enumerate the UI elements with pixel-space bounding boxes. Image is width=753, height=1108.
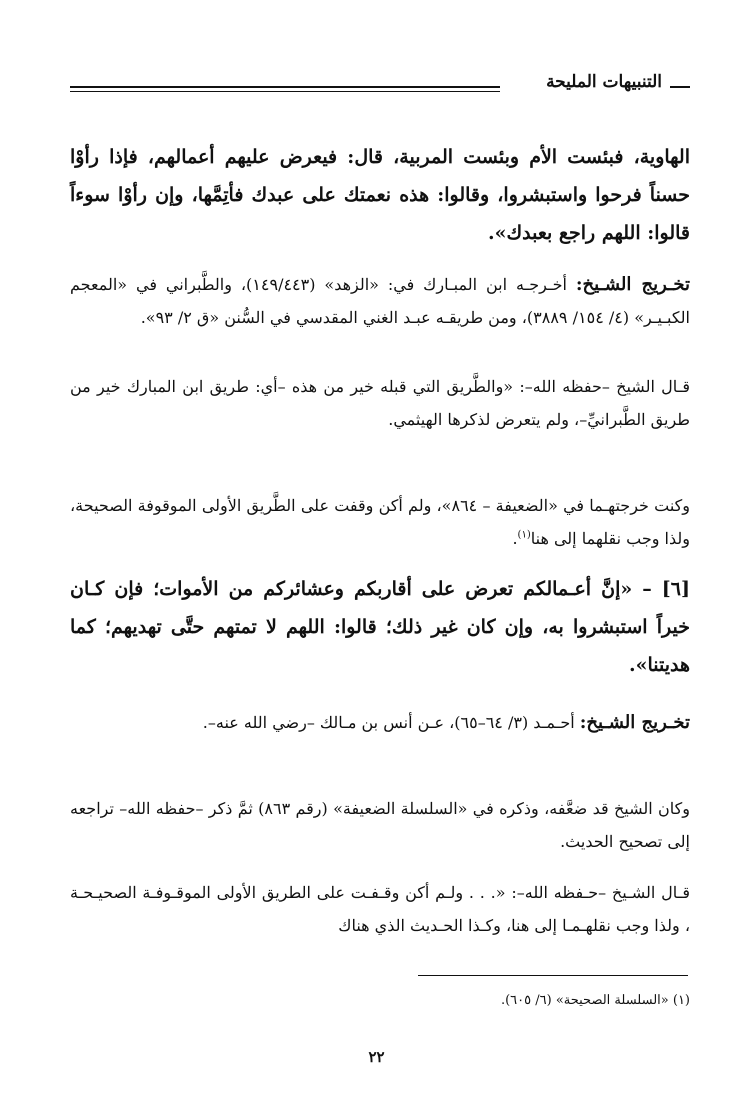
takhrij-text: أحـمـد (٣/ ٦٤–٦٥)، عـن أنس بن مـالك –رضي الله عنه–. — [202, 713, 575, 732]
takhrij-label: تخـريج الشـيخ: — [579, 712, 690, 733]
sheikh-comment-paragraph: قـال الشيخ –حفظه الله–: «والطَّريق التي قبله خير من هذه –أي: طريق ابن المبارك خير من طريق الطَّبرانيِّ–، ولم يتعرض لذكرها الهيثمي. — [70, 377, 690, 429]
footnote-ref: (١) — [517, 529, 531, 541]
note-end: . — [512, 529, 518, 548]
takhrij-paragraph-2 — [70, 706, 690, 739]
footnote-rule — [418, 975, 688, 976]
sheikh-quote-paragraph: قـال الشـيخ –حـفظه الله–: «. . . ولـم أكن وقـفـت على الطريق الأولى الموقـوفـة الصحيـحـة ، ولذا وجب نقلهـمـا إلى هنا، وكـذا الحـديث الذي هناك — [70, 883, 690, 935]
takhrij-label: تخـريج الشـيخ: — [575, 274, 690, 295]
header-dash — [670, 86, 690, 88]
takhrij-paragraph-1 — [70, 268, 690, 334]
running-header — [70, 70, 690, 100]
header-rule-thin — [70, 91, 500, 92]
page-number: ٢٢ — [368, 1048, 385, 1066]
header-title: التنبيهات المليحة — [546, 72, 662, 92]
takhrij-text: أخـرجـه ابن المبـارك في: «الزهد» (١٤٩/٤٤٣)، والطَّبراني في «المعجم الكبـيـر» (٤/ ١٥٤/ ٣٨٨٩)، ومن طريقـه عبـد الغني المقدسي في السُّنن «ق ٢/ ٩٣». — [70, 275, 690, 327]
header-rule — [70, 86, 500, 88]
note-paragraph — [70, 489, 690, 555]
hadith-6: [٦] – «إنَّ أعـمالكم تعرض على أقاربكم وعشائركم من الأموات؛ فإن كـان خيراً استبشروا به، وإن كان غير ذلك؛ قالوا: اللهم لا تمتهم حتَّى تهديهم؛ كما هديتنا». — [70, 578, 690, 676]
hadith-continuation: الهاوية، فبئست الأم وبئست المربية، قال: فيعرض عليهم أعمالهم، فإذا رأوْا حسناً فرحوا واستبشروا، وقالوا: هذه نعمتك على عبدك فأتِمَّها، وإن رأوْا سوءاً قالوا: اللهم راجع بعبدك». — [70, 146, 690, 244]
footnote: (١) «السلسلة الصحيحة» (٦/ ٦٠٥). — [500, 993, 690, 1008]
weakness-paragraph: وكان الشيخ قد ضعَّفه، وذكره في «السلسلة الضعيفة» (رقم ٨٦٣) ثمَّ ذكر –حفظه الله– تراجعه إلى تصحيح الحديث. — [70, 799, 691, 851]
note-text: وكنت خرجتهـما في «الضعيفة – ٨٦٤»، ولم أكن وقفت على الطَّريق الأولى الموقوفة الصحيحة، ولذا وجب نقلهما إلى هنا — [70, 496, 690, 548]
